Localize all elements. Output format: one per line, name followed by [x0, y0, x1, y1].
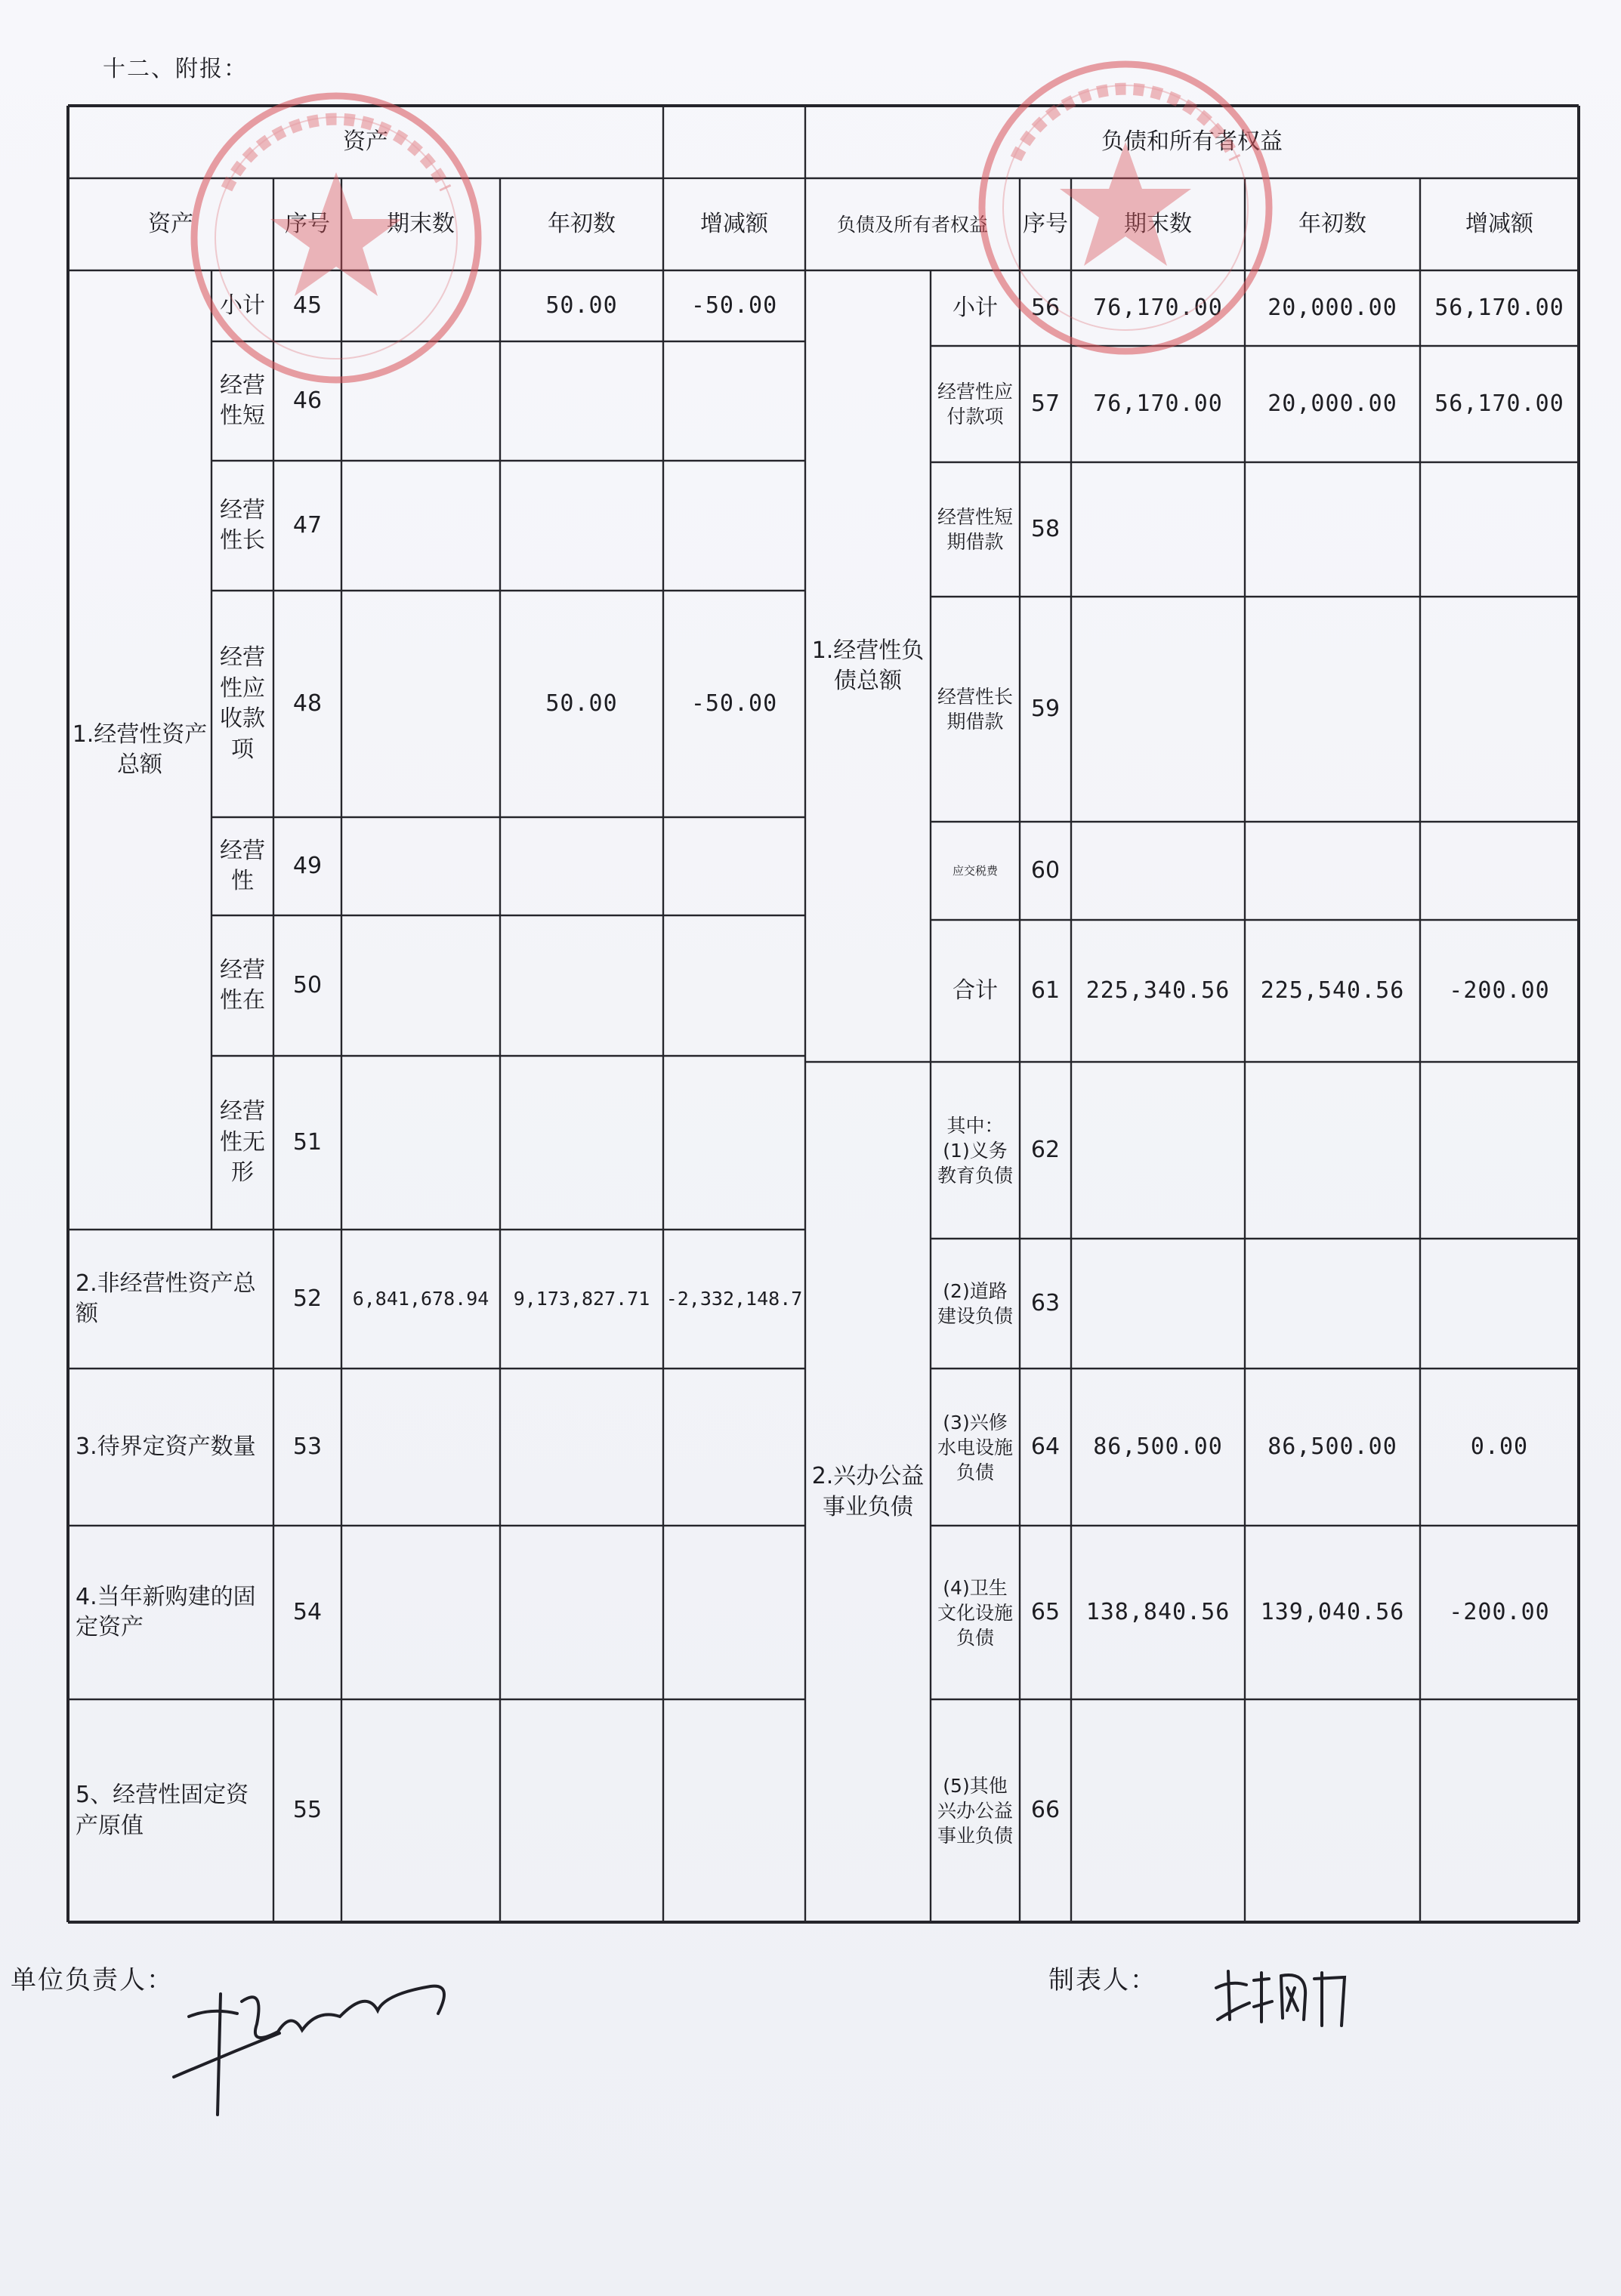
- liab-row-name-text: 经营性短期借款: [937, 506, 1013, 553]
- liab-row-end: [1071, 920, 1245, 1062]
- asset-row-begin: [500, 915, 663, 1056]
- asset-other-end: [341, 1526, 500, 1699]
- assets-col-header: [68, 178, 273, 270]
- asset-row-begin: [500, 817, 663, 915]
- liab-row-begin: [1245, 270, 1420, 346]
- asset-other-name-text: 2.非经营性资产总额: [76, 1270, 256, 1327]
- liab-row-begin: [1245, 1062, 1420, 1239]
- liab-col-header: [805, 178, 1020, 270]
- asset-row-change: [663, 591, 805, 817]
- unit-head-label: 单位负责人：: [11, 1965, 174, 1995]
- asset-other-seq: [273, 1369, 341, 1526]
- asset-row-name-text: 经营性: [220, 837, 265, 894]
- asset-row-seq: [273, 1056, 341, 1230]
- liab-row-name: [931, 597, 1020, 822]
- liab-row-change: [1420, 346, 1579, 462]
- liab-row-change-text: -200.00: [1449, 1598, 1550, 1625]
- liab-group2-label-text: 2.兴办公益事业负债: [811, 1463, 925, 1520]
- asset-row-seq-text: 45: [292, 292, 323, 319]
- end-col-header-text: 期末数: [387, 210, 455, 237]
- asset-other-name: [68, 1526, 273, 1699]
- liab-seq-col-header-text: 序号: [1023, 210, 1068, 237]
- asset-other-seq-text: 55: [292, 1797, 323, 1824]
- asset-row-begin: [500, 341, 663, 461]
- liab-row-change: [1420, 597, 1579, 822]
- liab-row-seq-text: 59: [1030, 695, 1061, 722]
- assets-col-header-text: 资产: [148, 210, 193, 237]
- liab-row-change: [1420, 1699, 1579, 1922]
- liab-row-name-text: (5)其他兴办公益事业负债: [937, 1775, 1013, 1847]
- asset-other-end: [341, 1699, 500, 1922]
- liab-row-change-text: -200.00: [1449, 977, 1550, 1004]
- asset-other-seq: [273, 1526, 341, 1699]
- liab-row-begin: [1245, 462, 1420, 597]
- asset-row-end: [341, 270, 500, 341]
- liab-row-seq-text: 60: [1030, 856, 1061, 884]
- asset-row-seq: [273, 341, 341, 461]
- seq-col-header: [273, 178, 341, 270]
- liab-row-seq: [1020, 270, 1071, 346]
- begin-col-header-text: 年初数: [548, 210, 616, 237]
- asset-row-end: [341, 591, 500, 817]
- liab-row-name-text: (3)兴修水电设施负债: [937, 1411, 1013, 1483]
- asset-row-seq-text: 46: [292, 387, 323, 414]
- liab-row-name-text: 小计: [953, 294, 998, 321]
- liab-row-begin: [1245, 1239, 1420, 1369]
- begin-col-header: [500, 178, 663, 270]
- asset-row-seq: [273, 461, 341, 591]
- seq-col-header-text: 序号: [285, 210, 330, 237]
- liab-row-begin: [1245, 1526, 1420, 1699]
- asset-row-end: [341, 1056, 500, 1230]
- liab-row-seq-text: 65: [1030, 1598, 1061, 1625]
- asset-other-seq-text: 53: [292, 1433, 323, 1460]
- liab-row-change: [1420, 1526, 1579, 1699]
- asset-other-change: [663, 1230, 805, 1369]
- liab-row-seq-text: 57: [1030, 390, 1061, 417]
- asset-row-name: [212, 341, 273, 461]
- asset-row-begin-text: 50.00: [545, 690, 618, 717]
- liab-row-name: [931, 1369, 1020, 1526]
- liab-row-seq: [1020, 822, 1071, 920]
- liab-change-col-header: [1420, 178, 1579, 270]
- asset-row-name-text: 经营性长: [220, 496, 265, 554]
- asset-other-change: [663, 1526, 805, 1699]
- liab-row-name: [931, 1239, 1020, 1369]
- liab-row-end-text: 138,840.56: [1085, 1598, 1230, 1625]
- liab-row-seq: [1020, 1062, 1071, 1239]
- preparer-label: 制表人：: [1048, 1965, 1157, 1995]
- asset-other-name-text: 5、经营性固定资产原值: [76, 1782, 249, 1839]
- liab-change-col-header-text: 增减额: [1465, 210, 1533, 237]
- liab-row-name: [931, 1699, 1020, 1922]
- asset-row-seq-text: 48: [292, 690, 323, 717]
- liab-row-name: [931, 1526, 1020, 1699]
- liab-row-end: [1071, 822, 1245, 920]
- liab-group-header: [805, 106, 1579, 178]
- liab-row-end: [1071, 597, 1245, 822]
- asset-row-seq: [273, 817, 341, 915]
- liab-row-change: [1420, 920, 1579, 1062]
- liab-end-col-header: [1071, 178, 1245, 270]
- asset-row-begin: [500, 461, 663, 591]
- liab-row-name: [931, 822, 1020, 920]
- liab-row-name: [931, 920, 1020, 1062]
- asset-other-name: [68, 1699, 273, 1922]
- asset-row-seq-text: 50: [292, 971, 323, 998]
- liab-row-seq: [1020, 597, 1071, 822]
- liab-row-change-text: 0.00: [1470, 1433, 1529, 1460]
- assets-group-header: [68, 106, 663, 178]
- asset-row-begin: [500, 591, 663, 817]
- asset-row-seq-text: 47: [292, 511, 323, 539]
- asset-row-end: [341, 817, 500, 915]
- asset-other-name-text: 3.待界定资产数量: [76, 1433, 256, 1460]
- liab-row-seq-text: 62: [1030, 1136, 1061, 1163]
- liab-row-seq: [1020, 1699, 1071, 1922]
- asset-row-change-text: -50.00: [690, 292, 778, 319]
- assets-group-header-text: 资产: [343, 128, 388, 155]
- asset-row-change: [663, 1056, 805, 1230]
- liab-row-begin: [1245, 1369, 1420, 1526]
- liab-row-name: [931, 346, 1020, 462]
- asset-other-begin: [500, 1526, 663, 1699]
- asset-row-seq: [273, 591, 341, 817]
- liab-row-seq-text: 56: [1030, 294, 1061, 321]
- liab-row-change-text: 56,170.00: [1434, 294, 1564, 321]
- liab-row-change: [1420, 270, 1579, 346]
- asset-row-seq: [273, 270, 341, 341]
- liab-row-seq-text: 58: [1030, 515, 1061, 542]
- asset-row-begin-text: 50.00: [545, 292, 618, 319]
- liab-row-seq-text: 63: [1030, 1289, 1061, 1316]
- liab-row-seq: [1020, 1239, 1071, 1369]
- liab-row-name-text: 合计: [953, 977, 998, 1004]
- liab-row-end: [1071, 1239, 1245, 1369]
- liab-row-name-text: 应交税费: [952, 863, 998, 878]
- asset-row-name: [212, 915, 273, 1056]
- asset-other-begin: [500, 1699, 663, 1922]
- liab-row-begin-text: 225,540.56: [1260, 977, 1405, 1004]
- liab-row-begin-text: 20,000.00: [1267, 294, 1397, 321]
- asset-row-end: [341, 341, 500, 461]
- liab-row-name-text: 经营性长期借款: [937, 686, 1013, 733]
- liab-row-seq-text: 61: [1030, 977, 1061, 1004]
- asset-group1-label: [68, 270, 212, 1230]
- liab-row-change: [1420, 462, 1579, 597]
- liab-row-end: [1071, 1062, 1245, 1239]
- liab-row-begin-text: 86,500.00: [1267, 1433, 1397, 1460]
- liab-row-seq: [1020, 462, 1071, 597]
- asset-other-change: [663, 1369, 805, 1526]
- asset-other-end: [341, 1230, 500, 1369]
- liab-row-seq-text: 66: [1030, 1797, 1061, 1824]
- asset-row-name-text: 小计: [220, 292, 265, 319]
- liab-row-seq: [1020, 920, 1071, 1062]
- asset-row-end: [341, 461, 500, 591]
- liab-row-name: [931, 1062, 1020, 1239]
- liab-row-seq-text: 64: [1030, 1433, 1061, 1460]
- liab-row-end: [1071, 1369, 1245, 1526]
- liab-row-name-text: (2)道路建设负债: [937, 1280, 1013, 1327]
- section-title: 十二、附报：: [103, 56, 248, 82]
- liab-group1-label: [805, 270, 931, 1062]
- liab-row-name: [931, 462, 1020, 597]
- asset-row-seq-text: 51: [292, 1128, 323, 1156]
- liab-row-end-text: 76,170.00: [1093, 294, 1223, 321]
- asset-row-name: [212, 461, 273, 591]
- asset-row-name-text: 经营性短: [220, 372, 265, 429]
- asset-other-name: [68, 1230, 273, 1369]
- liab-group1-label-text: 1.经营性负债总额: [811, 637, 925, 694]
- asset-other-end: [341, 1369, 500, 1526]
- asset-row-name-text: 经营性在: [220, 956, 265, 1014]
- liab-row-name-text: (4)卫生文化设施负债: [937, 1576, 1013, 1649]
- liab-row-begin: [1245, 920, 1420, 1062]
- asset-other-change-text: -2,332,148.7: [665, 1288, 803, 1310]
- asset-other-begin-text: 9,173,827.71: [513, 1288, 650, 1310]
- change-col-header-text: 增减额: [700, 210, 768, 237]
- liab-row-begin-text: 20,000.00: [1267, 390, 1397, 417]
- asset-row-change: [663, 270, 805, 341]
- asset-row-change: [663, 817, 805, 915]
- asset-row-begin: [500, 270, 663, 341]
- asset-row-name: [212, 1056, 273, 1230]
- asset-row-name: [212, 270, 273, 341]
- liab-row-end: [1071, 1526, 1245, 1699]
- liab-row-end-text: 86,500.00: [1093, 1433, 1223, 1460]
- liab-row-begin-text: 139,040.56: [1260, 1598, 1405, 1625]
- asset-row-seq-text: 49: [292, 852, 323, 879]
- liab-row-begin: [1245, 597, 1420, 822]
- liab-seq-col-header: [1020, 178, 1071, 270]
- liab-row-end-text: 76,170.00: [1093, 390, 1223, 417]
- liab-row-end: [1071, 346, 1245, 462]
- liab-row-change: [1420, 1369, 1579, 1526]
- liab-row-change-text: 56,170.00: [1434, 390, 1564, 417]
- liab-row-end: [1071, 462, 1245, 597]
- asset-row-name: [212, 591, 273, 817]
- asset-other-seq-text: 54: [292, 1598, 323, 1625]
- asset-row-name: [212, 817, 273, 915]
- liab-row-begin: [1245, 1699, 1420, 1922]
- liab-row-name-text: 经营性应付款项: [937, 381, 1013, 427]
- liab-row-begin: [1245, 346, 1420, 462]
- liab-begin-col-header: [1245, 178, 1420, 270]
- asset-other-change: [663, 1699, 805, 1922]
- end-col-header: [341, 178, 500, 270]
- asset-other-begin: [500, 1369, 663, 1526]
- asset-other-end-text: 6,841,678.94: [352, 1288, 489, 1310]
- asset-group1-label-text: 1.经营性资产总额: [72, 721, 208, 778]
- liab-row-begin: [1245, 822, 1420, 920]
- liab-row-seq: [1020, 1526, 1071, 1699]
- liab-begin-col-header-text: 年初数: [1298, 210, 1366, 237]
- liab-row-change: [1420, 1062, 1579, 1239]
- liab-row-end-text: 225,340.56: [1085, 977, 1230, 1004]
- liab-group2-label: [805, 1062, 931, 1922]
- liab-row-end: [1071, 1699, 1245, 1922]
- asset-row-change: [663, 915, 805, 1056]
- change-col-header: [663, 178, 805, 270]
- asset-row-end: [341, 915, 500, 1056]
- asset-other-name: [68, 1369, 273, 1526]
- liab-row-name-text: 其中：(1)义务教育负债: [937, 1114, 1013, 1187]
- liab-row-change: [1420, 1239, 1579, 1369]
- asset-other-name-text: 4.当年新购建的固定资产: [76, 1583, 256, 1640]
- asset-row-seq: [273, 915, 341, 1056]
- asset-other-begin: [500, 1230, 663, 1369]
- liab-col-header-text: 负债及所有者权益: [836, 213, 988, 236]
- liab-row-end: [1071, 270, 1245, 346]
- asset-row-change: [663, 341, 805, 461]
- liab-end-col-header-text: 期末数: [1124, 210, 1192, 237]
- asset-row-begin: [500, 1056, 663, 1230]
- asset-row-name-text: 经营性无形: [220, 1098, 265, 1187]
- asset-other-seq-text: 52: [292, 1285, 323, 1312]
- asset-row-change: [663, 461, 805, 591]
- liab-row-name: [931, 270, 1020, 346]
- asset-other-seq: [273, 1230, 341, 1369]
- asset-row-change-text: -50.00: [690, 690, 778, 717]
- liab-row-seq: [1020, 1369, 1071, 1526]
- liab-group-header-text: 负债和所有者权益: [1101, 128, 1283, 155]
- liab-row-seq: [1020, 346, 1071, 462]
- asset-other-seq: [273, 1699, 341, 1922]
- asset-row-name-text: 经营性应收款项: [220, 644, 265, 763]
- liab-row-change: [1420, 822, 1579, 920]
